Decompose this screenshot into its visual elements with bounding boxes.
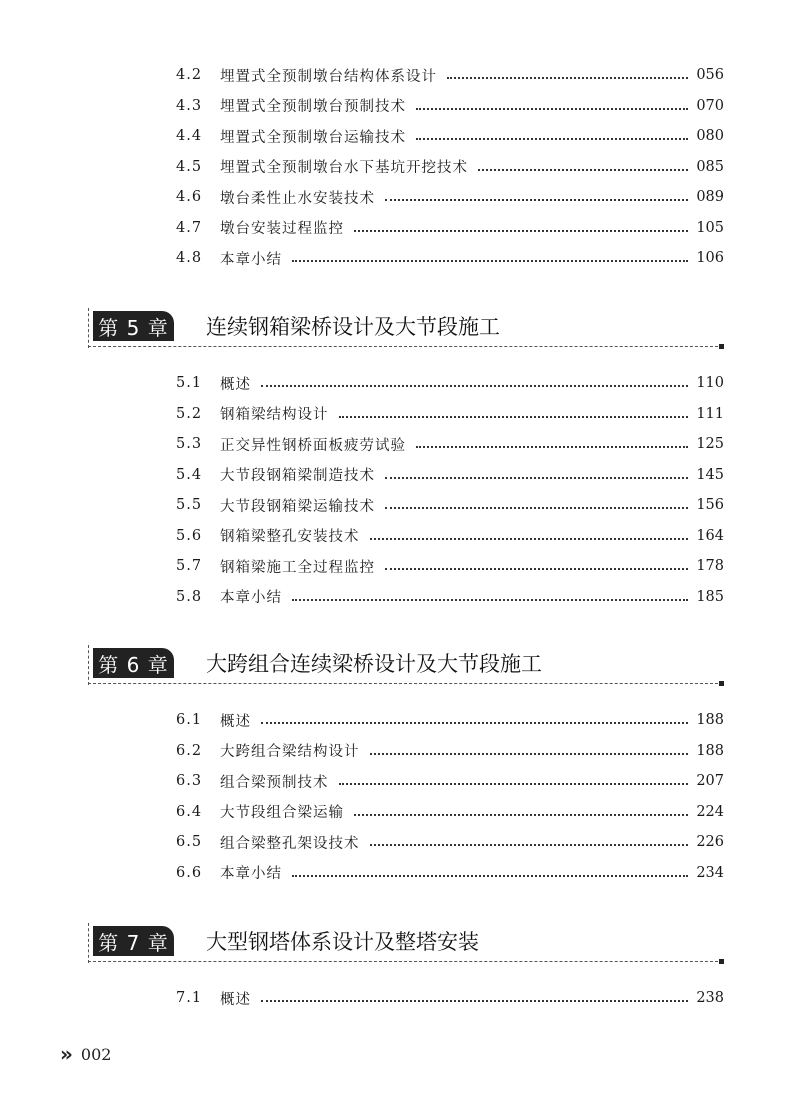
entry-page-number: 234 [696,864,724,881]
section-title: 大节段钢箱梁制造技术 [220,468,375,484]
section-title: 概述 [220,713,251,730]
entry-page-number: 085 [696,158,724,175]
section-number: 5.5 [176,497,203,513]
dot-leader [261,385,688,387]
entry-page-number: 188 [696,742,724,759]
entry-page-number: 145 [696,466,724,483]
entry-page-number: 105 [696,219,724,236]
section-title: 埋置式全预制墩台水下基坑开挖技术 [220,160,468,176]
section-number: 4.4 [176,128,203,144]
divider-end-square-icon [719,959,724,964]
toc-entry[interactable] [176,402,724,426]
entry-page-number: 238 [696,990,724,1006]
section-number: 5.2 [176,405,203,422]
dot-leader [385,507,688,509]
entry-page-number: 178 [696,558,724,574]
section-title: 正交异性钢桥面板疲劳试验 [220,437,406,454]
section-title: 本章小结 [220,866,282,882]
section-title: 埋置式全预制墩台运输技术 [220,129,406,146]
chapter-badge: 第 7 章 [93,926,174,956]
section-number: 7.1 [176,990,203,1006]
toc-entry[interactable] [176,830,724,854]
section-title: 概述 [220,376,251,393]
toc-entry[interactable] [176,216,724,240]
toc-entry[interactable] [176,124,724,148]
divider-end-square-icon [719,681,724,686]
toc-entry[interactable] [176,524,724,548]
entry-page-number: 156 [696,497,724,513]
dot-leader [385,477,688,479]
toc-entry[interactable] [176,63,724,87]
dot-leader [261,722,688,724]
section-number: 5.4 [176,466,203,483]
toc-entry[interactable] [176,246,724,270]
dot-leader [478,169,688,171]
section-number: 6.4 [176,803,203,820]
dot-leader [261,1000,688,1002]
chapter-divider [88,346,718,347]
dot-leader [416,138,688,140]
section-number: 4.7 [176,219,203,236]
chapter-divider [88,961,718,962]
chapter-title: 连续钢箱梁桥设计及大节段施工 [206,315,500,339]
page-number: 002 [80,1044,112,1064]
entry-page-number: 164 [696,527,724,544]
chapter-vertical-rule [88,645,89,685]
toc-entry[interactable] [176,94,724,118]
dot-leader [292,599,688,601]
section-number: 5.1 [176,375,203,391]
entry-page-number: 224 [696,803,724,820]
double-chevron-icon: » [60,1042,73,1066]
section-title: 大节段组合梁运输 [220,805,344,821]
toc-entry[interactable] [176,986,724,1010]
section-title: 大节段钢箱梁运输技术 [220,498,375,515]
section-title: 墩台安装过程监控 [220,221,344,237]
chapter-header [88,645,724,685]
section-number: 5.6 [176,527,203,544]
section-number: 5.8 [176,588,203,605]
dot-leader [416,108,688,110]
toc-entry[interactable] [176,493,724,517]
section-title: 大跨组合梁结构设计 [220,744,360,760]
dot-leader [292,875,688,877]
dot-leader [416,446,688,448]
dot-leader [385,199,688,201]
chapter-header [88,308,724,348]
section-number: 6.1 [176,712,203,728]
toc-entry[interactable] [176,554,724,578]
section-number: 4.5 [176,158,203,175]
section-title: 本章小结 [220,251,282,268]
section-number: 5.7 [176,558,203,574]
section-title: 钢箱梁施工全过程监控 [220,559,375,576]
entry-page-number: 207 [696,773,724,789]
section-title: 组合梁预制技术 [220,774,329,791]
toc-entry[interactable] [176,800,724,824]
dot-leader [339,416,689,418]
entry-page-number: 188 [696,712,724,728]
section-title: 墩台柔性止水安装技术 [220,190,375,207]
dot-leader [447,77,688,79]
toc-entry[interactable] [176,739,724,763]
section-title: 钢箱梁结构设计 [220,407,329,423]
entry-page-number: 226 [696,834,724,850]
page-footer [60,1040,111,1068]
toc-entry[interactable] [176,155,724,179]
toc-entry[interactable] [176,585,724,609]
dot-leader [370,844,689,846]
chapter-badge: 第 5 章 [93,311,174,341]
section-number: 4.2 [176,67,203,83]
section-title: 概述 [220,991,251,1008]
section-title: 本章小结 [220,590,282,606]
section-number: 6.3 [176,773,203,789]
section-title: 钢箱梁整孔安装技术 [220,529,360,545]
entry-page-number: 070 [696,97,724,114]
dot-leader [385,568,688,570]
dot-leader [370,753,689,755]
dot-leader [354,814,688,816]
entry-page-number: 056 [696,67,724,83]
toc-entry[interactable] [176,371,724,395]
toc-entry[interactable] [176,861,724,885]
chapter-badge: 第 6 章 [93,648,174,678]
toc-entry[interactable] [176,769,724,793]
section-title: 埋置式全预制墩台结构体系设计 [220,68,437,85]
entry-page-number: 080 [696,128,724,144]
dot-leader [339,783,689,785]
section-title: 组合梁整孔架设技术 [220,835,360,852]
entry-page-number: 125 [696,436,724,452]
section-number: 6.5 [176,834,203,850]
chapter-header [88,923,724,963]
section-title: 埋置式全预制墩台预制技术 [220,99,406,115]
divider-end-square-icon [719,344,724,349]
chapter-title: 大型钢塔体系设计及整塔安装 [206,930,479,954]
section-number: 6.2 [176,742,203,759]
entry-page-number: 089 [696,189,724,205]
dot-leader [370,538,689,540]
toc-entry[interactable] [176,708,724,732]
chapter-vertical-rule [88,308,89,348]
section-number: 5.3 [176,436,203,452]
chapter-title: 大跨组合连续梁桥设计及大节段施工 [206,652,542,676]
toc-entry[interactable] [176,185,724,209]
toc-entry[interactable] [176,463,724,487]
chapter-divider [88,683,718,684]
section-number: 4.3 [176,97,203,114]
section-number: 4.8 [176,250,203,266]
section-number: 6.6 [176,864,203,881]
chapter-vertical-rule [88,923,89,963]
section-number: 4.6 [176,189,203,205]
entry-page-number: 106 [696,250,724,266]
toc-entry[interactable] [176,432,724,456]
entry-page-number: 111 [696,405,724,422]
entry-page-number: 110 [696,375,724,391]
dot-leader [354,230,688,232]
entry-page-number: 185 [696,588,724,605]
dot-leader [292,260,688,262]
